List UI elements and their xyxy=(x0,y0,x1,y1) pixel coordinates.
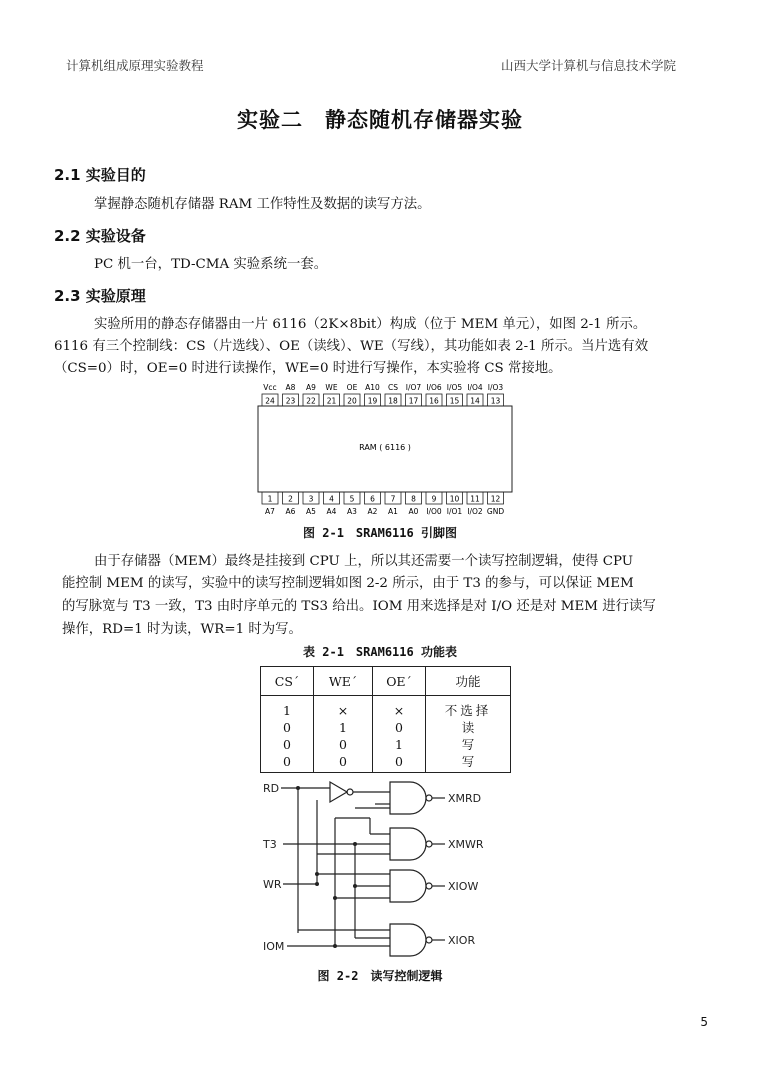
section-2-2-text: PC 机一台，TD-CMA 实验系统一套。 xyxy=(94,257,328,272)
chip-pin-name: A6 xyxy=(285,507,296,516)
chip-pin-name: A0 xyxy=(408,507,419,516)
chip-pin-name: WE xyxy=(325,383,338,392)
input-label-rd: RD xyxy=(263,782,280,795)
table-col-oe xyxy=(373,696,426,773)
chip-pin-name: A3 xyxy=(347,507,357,516)
table-header-we: WE´ xyxy=(314,667,373,696)
nand-bubble xyxy=(426,883,432,889)
function-table xyxy=(260,666,511,773)
chip-pin-name: A10 xyxy=(365,383,380,392)
input-label-iom: IOM xyxy=(263,940,285,953)
output-label-xmrd: XMRD xyxy=(448,792,482,805)
chip-pin-number: 15 xyxy=(449,396,460,406)
table-cell: 读 xyxy=(461,720,475,735)
inverter-gate xyxy=(330,782,347,802)
logic-line-1: 由于存储器（MEM）最终是挂接到 CPU 上，所以其还需要一个读写控制逻辑，使得 CPU xyxy=(94,554,634,569)
logic-line-3: 的写脉宽与 T3 一致，T3 由时序单元的 TS3 给出。IOM 用来选择是对 I/O 还是对 MEM 进行读写 xyxy=(62,599,656,614)
nand-gate-xior xyxy=(390,924,426,956)
output-label-xmwr: XMWR xyxy=(448,838,484,851)
logic-line-2: 能控制 MEM 的读写，实验中的读写控制逻辑如图 2-2 所示，由于 T3 的参与，可以保证 MEM xyxy=(62,576,634,591)
table-cell: 1 xyxy=(339,720,347,735)
nand-bubble xyxy=(426,841,432,847)
chip-pin-number: 7 xyxy=(390,494,396,504)
chip-pin-number: 10 xyxy=(449,494,460,504)
table-col-cs xyxy=(261,696,314,773)
chip-pin-name: I/O1 xyxy=(446,507,463,516)
nand-gate-xiow xyxy=(390,870,426,902)
table-cell: 写 xyxy=(461,737,475,752)
chip-pin-number: 23 xyxy=(285,396,296,406)
principle-line-1: 实验所用的静态存储器由一片 6116（2K×8bit）构成（位于 MEM 单元），如图 2-1 所示。 xyxy=(94,317,647,332)
nand-bubble xyxy=(426,937,432,943)
table-header-oe: OE´ xyxy=(373,667,426,696)
output-label-xiow: XIOW xyxy=(448,880,479,893)
chip-pin-number: 3 xyxy=(308,494,314,504)
chip-pin-name: A7 xyxy=(265,507,275,516)
chip-pin-name: A9 xyxy=(306,383,316,392)
figure-2-2-caption: 图 2-2 读写控制逻辑 xyxy=(317,969,443,983)
chip-pin-number: 17 xyxy=(408,396,419,406)
table-cell: 0 xyxy=(395,754,403,769)
chip-pin-number: 14 xyxy=(470,396,480,406)
nand-bubble xyxy=(426,795,432,801)
chip-pin-name: A1 xyxy=(388,507,398,516)
header-right: 山西大学计算机与信息技术学院 xyxy=(500,58,676,73)
page-title: 实验二 静态随机存储器实验 xyxy=(237,108,523,132)
chip-pin-name: I/O4 xyxy=(467,383,483,392)
chip-pin-number: 12 xyxy=(490,494,501,504)
header-left: 计算机组成原理实验教程 xyxy=(66,58,204,73)
table-cell: 1 xyxy=(283,703,291,718)
page-number: 5 xyxy=(700,1015,708,1029)
chip-pin-name: I/O3 xyxy=(487,383,504,392)
table-col-function xyxy=(426,696,511,773)
table-col-we xyxy=(314,696,373,773)
chip-pin-name: I/O7 xyxy=(405,383,422,392)
chip-pin-number: 11 xyxy=(470,494,480,504)
chip-pin-name: CS xyxy=(388,383,398,392)
chip-pin-number: 5 xyxy=(349,494,355,504)
table-cell: 0 xyxy=(283,720,291,735)
chip-pin-number: 16 xyxy=(429,396,439,406)
chip-pin-number: 4 xyxy=(329,494,334,504)
chip-pin-name: Vcc xyxy=(263,383,277,392)
nand-gate-xmrd xyxy=(390,782,426,814)
chip-pin-name: A8 xyxy=(285,383,296,392)
chip-pin-number: 9 xyxy=(431,494,437,504)
input-label-wr: WR xyxy=(263,878,282,891)
table-cell: × xyxy=(337,703,349,718)
chip-pin-number: 20 xyxy=(347,396,357,406)
table-2-1-caption: 表 2-1 SRAM6116 功能表 xyxy=(303,645,457,659)
table-cell: × xyxy=(393,703,405,718)
logic-line-4: 操作，RD=1 时为读，WR=1 时为写。 xyxy=(62,622,302,637)
chip-pin-number: 21 xyxy=(326,396,337,406)
chip-pin-name: OE xyxy=(346,383,358,392)
section-heading-2-2: 2.2 实验设备 xyxy=(54,227,146,245)
chip-pin-number: 8 xyxy=(411,494,416,504)
chip-pin-name: A4 xyxy=(326,507,337,516)
table-cell: 0 xyxy=(395,720,403,735)
chip-pin-name: A2 xyxy=(367,507,378,516)
chip-label: RAM ( 6116 ) xyxy=(359,443,411,452)
chip-pin-name: GND xyxy=(486,507,505,516)
table-cell: 1 xyxy=(395,737,403,752)
sram6116-pinout-diagram xyxy=(250,380,520,520)
nand-gate-xmwr xyxy=(390,828,426,860)
table-cell: 不选择 xyxy=(444,703,492,718)
table-header-cs: CS´ xyxy=(261,667,314,696)
chip-pin-number: 1 xyxy=(267,494,273,504)
section-2-1-text: 掌握静态随机存储器 RAM 工作特性及数据的读写方法。 xyxy=(94,197,431,212)
section-heading-2-1: 2.1 实验目的 xyxy=(54,166,146,184)
section-heading-2-3: 2.3 实验原理 xyxy=(54,287,146,305)
chip-pin-name: I/O6 xyxy=(426,383,442,392)
figure-2-1-caption: 图 2-1 SRAM6116 引脚图 xyxy=(303,526,457,540)
chip-pin-number: 2 xyxy=(288,494,293,504)
table-header-function: 功能 xyxy=(426,667,511,696)
table-cell: 0 xyxy=(283,754,291,769)
chip-pin-name: I/O0 xyxy=(426,507,442,516)
chip-pin-name: A5 xyxy=(306,507,316,516)
table-cell: 写 xyxy=(461,754,475,769)
chip-pin-number: 6 xyxy=(370,494,375,504)
rw-control-logic-diagram xyxy=(255,778,495,960)
chip-pin-number: 24 xyxy=(265,396,275,406)
chip-pin-number: 19 xyxy=(367,396,378,406)
table-cell: 0 xyxy=(283,737,291,752)
chip-pin-number: 13 xyxy=(490,396,501,406)
chip-pin-name: I/O2 xyxy=(467,507,483,516)
chip-pin-number: 22 xyxy=(306,396,316,406)
table-cell: 0 xyxy=(339,754,347,769)
principle-line-3: （CS=0）时，OE=0 时进行读操作，WE=0 时进行写操作，本实验将 CS 常接地。 xyxy=(54,361,562,376)
principle-line-2: 6116 有三个控制线：CS（片选线）、OE（读线）、WE（写线），其功能如表 2-1 所示。当片选有效 xyxy=(54,339,649,354)
input-label-t3: T3 xyxy=(263,838,277,851)
chip-pin-number: 18 xyxy=(388,396,398,406)
table-cell: 0 xyxy=(339,737,347,752)
output-label-xior: XIOR xyxy=(448,934,476,947)
chip-pin-name: I/O5 xyxy=(446,383,463,392)
